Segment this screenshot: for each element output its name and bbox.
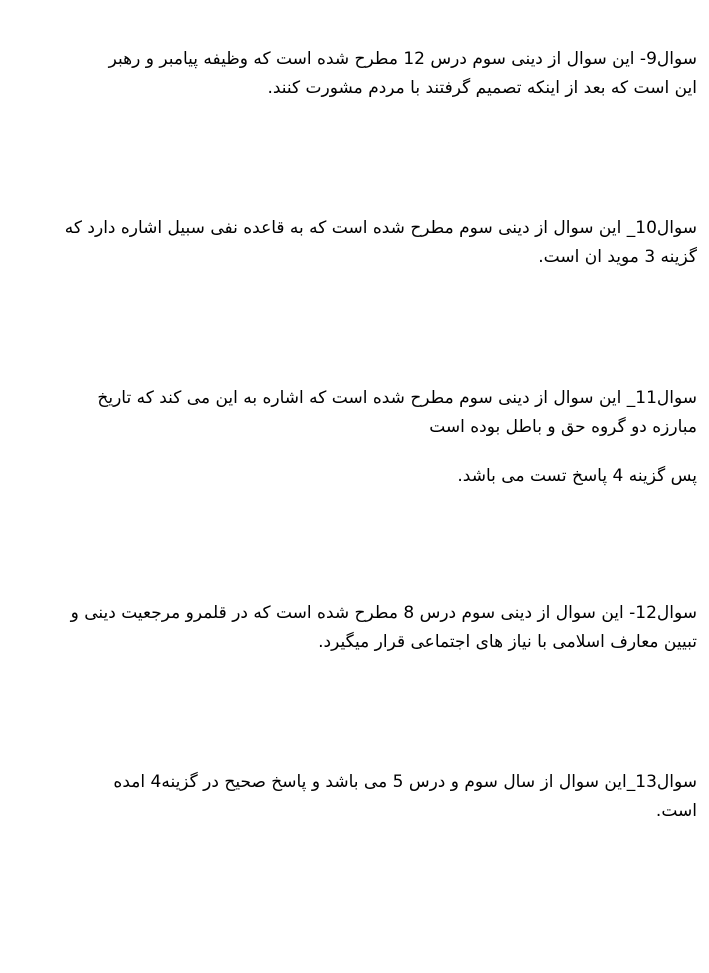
question-9-line-2: این است که بعد از اینکه تصمیم گرفتند با مردم مشورت کنند. (267, 78, 697, 98)
question-13-line-1: سوال13_این سوال از سال سوم و درس 5 می باشد و پاسخ صحیح در گزینه4 امده (113, 772, 697, 792)
question-11-line-1: سوال11_ این سوال از دینی سوم مطرح شده است که اشاره به این می کند که تاریخ (97, 388, 697, 408)
question-11-line-3: پس گزینه 4 پاسخ تست می باشد. (457, 466, 697, 486)
question-12-line-2: تبیین معارف اسلامی با نیاز های اجتماعی قرار میگیرد. (318, 632, 697, 652)
question-12-paragraph (37, 599, 697, 657)
question-12-line-1: سوال12- این سوال از دینی سوم درس 8 مطرح شده است که در قلمرو مرجعیت دینی و (70, 603, 697, 623)
question-11-line-2: مبارزه دو گروه حق و باطل بوده است (429, 417, 697, 437)
question-10-line-1: سوال10_ این سوال از دینی سوم مطرح شده است که به قاعده نفی سبیل اشاره دارد که (64, 218, 697, 238)
question-13-paragraph (37, 768, 697, 826)
question-9-line-1: سوال9- این سوال از دینی سوم درس 12 مطرح شده است که وظیفه پیامبر و رهبر (108, 49, 697, 69)
question-10-paragraph (37, 214, 697, 272)
question-11-paragraph (37, 384, 697, 442)
question-10-line-2: گزینه 3 موید ان است. (538, 247, 697, 267)
question-9-paragraph (37, 45, 697, 103)
question-13-line-2: است. (655, 801, 697, 821)
question-11-answer-paragraph (37, 462, 697, 491)
